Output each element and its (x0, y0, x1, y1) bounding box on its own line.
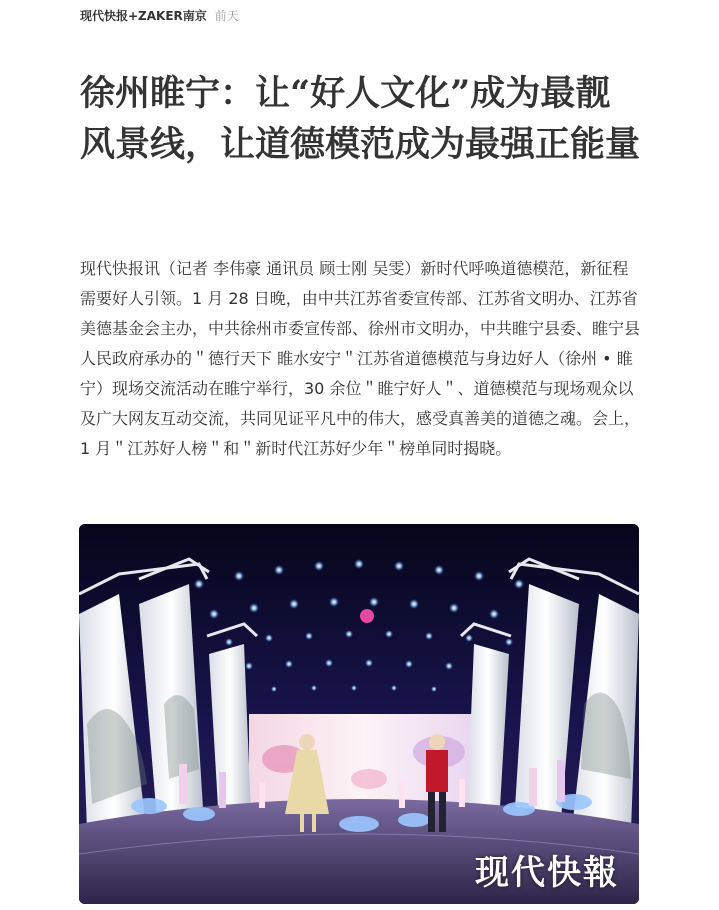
source-name[interactable]: 现代快报+ZAKER南京 (80, 9, 207, 23)
article-title: 徐州睢宁：让“好人文化”成为最靓风景线，让道德模范成为最强正能量 (80, 73, 641, 165)
article-meta (80, 7, 239, 25)
article-paragraph: 现代快报讯（记者 李伟豪 通讯员 顾士刚 吴雯）新时代呼唤道德模范，新征程需要好人引领。1 月 28 日晚，由中共江苏省委宣传部、江苏省文明办、江苏省美德基金会主办，中共徐州市委宣传部、徐州市文明办，中共睢宁县委、睢宁县人民政府承办的＂德行天下 睢水安宁＂江苏省道德模范与身边好人（徐州 • 睢宁）现场交流活动在睢宁举行，30 余位＂睢宁好人＂、道德模范与现场观众以及广大网友互动交流，共同见证平凡中的伟大，感受真善美的道德之魂。会上，1 月＂江苏好人榜＂和＂新时代江苏好少年＂榜单同时揭晓。 (80, 259, 641, 458)
publish-time: 前天 (214, 9, 239, 23)
watermark-logo: 现代快報 (475, 853, 619, 893)
article-photo[interactable] (79, 524, 639, 904)
